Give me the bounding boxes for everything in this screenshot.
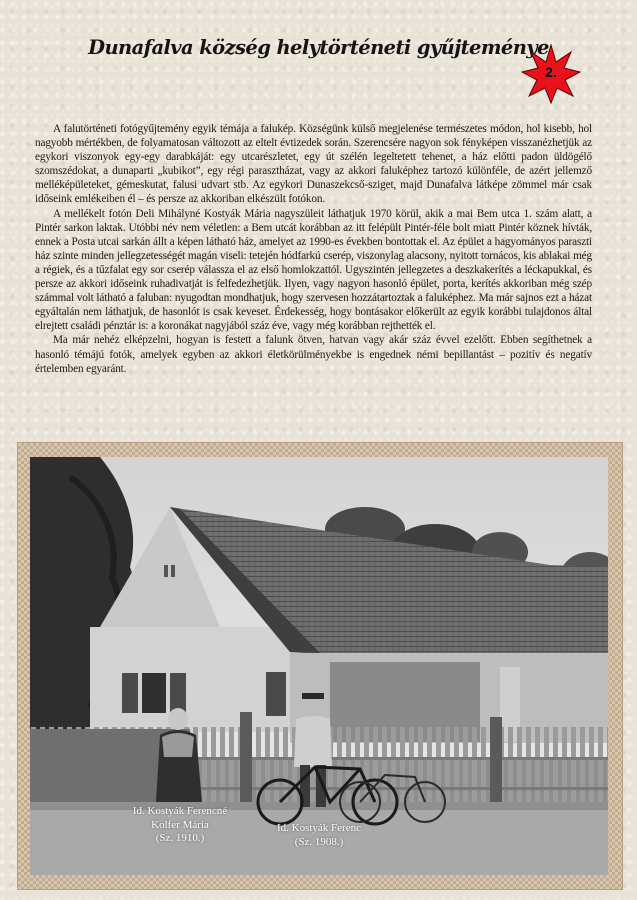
caption-line: Id. Kostyák Ferencné: [132, 805, 228, 817]
photo-caption-left: [110, 805, 250, 846]
page-title: Dunafalva község helytörténeti gyűjteménye: [88, 36, 549, 59]
page-number-badge: 2.: [545, 64, 557, 80]
caption-line: (Sz. 1908.): [294, 835, 344, 848]
caption-line: Id. Kostyák Ferenc: [276, 822, 361, 834]
paragraph: A falutörténeti fotógyűjtemény egyik témája a falukép. Községünk külső megjelenése természetes módon, hol kisebb, hol nagyobb mértékben, de folyamatosan változott az eltelt évtizedek során. Szerencsére nagyon sok fényképen visszanézhetjük az egykori viszonyok egy-egy darabkáját: egy utcarészletet, egy út szélén legeltetett tehenet, a ház előtti padon üldögélő szomszédokat, a dunaparti „kubikot”, egy régi parasztházat, vagy az akkori faluképhez tartozó különféle, de azért jellemző melléképületeket, gémeskutat, falusi udvart stb. Az egykori Dunaszekcső-sziget, majd Dunafalva látképe zömmel már csak időseink emlékeiben él – és persze az akkoriban elkészült fotókon.: [35, 123, 592, 206]
article-body: [35, 122, 592, 376]
paragraph: Ma már nehéz elképzelni, hogyan is festett a falunk ötven, hatvan vagy akár száz évvel ezelőtt. Ebben segíthetnek a hasonló témájú fotók, amelyek egyben az akkori életkörülményekbe is engednek némi bepillantást – pozitív és negatív értelemben egyaránt.: [35, 334, 592, 375]
paragraph: A mellékelt fotón Deli Mihályné Kostyák Mária nagyszüleit láthatjuk 1970 körül, akik a mai Bem utca 1. szám alatt, a Pintér sarkon laktak. Utóbbi név nem véletlen: a Bem utcát korábban az itt felépült Pintér-féle bolt miatt Pintér köznek hívták, ennek a Posta utcai sarkán állt a képen látható ház, amelyet az 1990-es években bontottak el. Az épület a hagyományos paraszti ház szinte minden jellegzetességét magán viseli: tetején hódfarkú cserép, viszonylag alacsony, nyitott tornácos, kis ablakai még a régiek, és a tűzfalat egy sor cserép válassza el az első homlokzattól. Ugyszintén jellegzetes a deszkakerítés a léckapukkal, és persze az akkori időseink ruhadivatját is felfedezhetjük. Ilyen, vagy nagyon hasonló épület, porta, kerítés akkoriban még szép számmal volt látható a faluban: nyugodtan mondhatjuk, hogy szervesen hozzátartoztak a faluképhez. Ma már sajnos ezt a házat egyáltalán nem láthatjuk, de hasonlót is csak keveset. Érdekesség, hogy bontásakor előkerült az egyik korábbi tulajdonos által elrejtett családi pénztár is: a koronákat nagyjából száz éve, vagy még korábban rejthették el.: [35, 207, 592, 333]
caption-line: Kolfer Mária: [151, 818, 209, 831]
photo-caption-right: [258, 822, 380, 849]
caption-line: (Sz. 1910.): [155, 832, 205, 844]
